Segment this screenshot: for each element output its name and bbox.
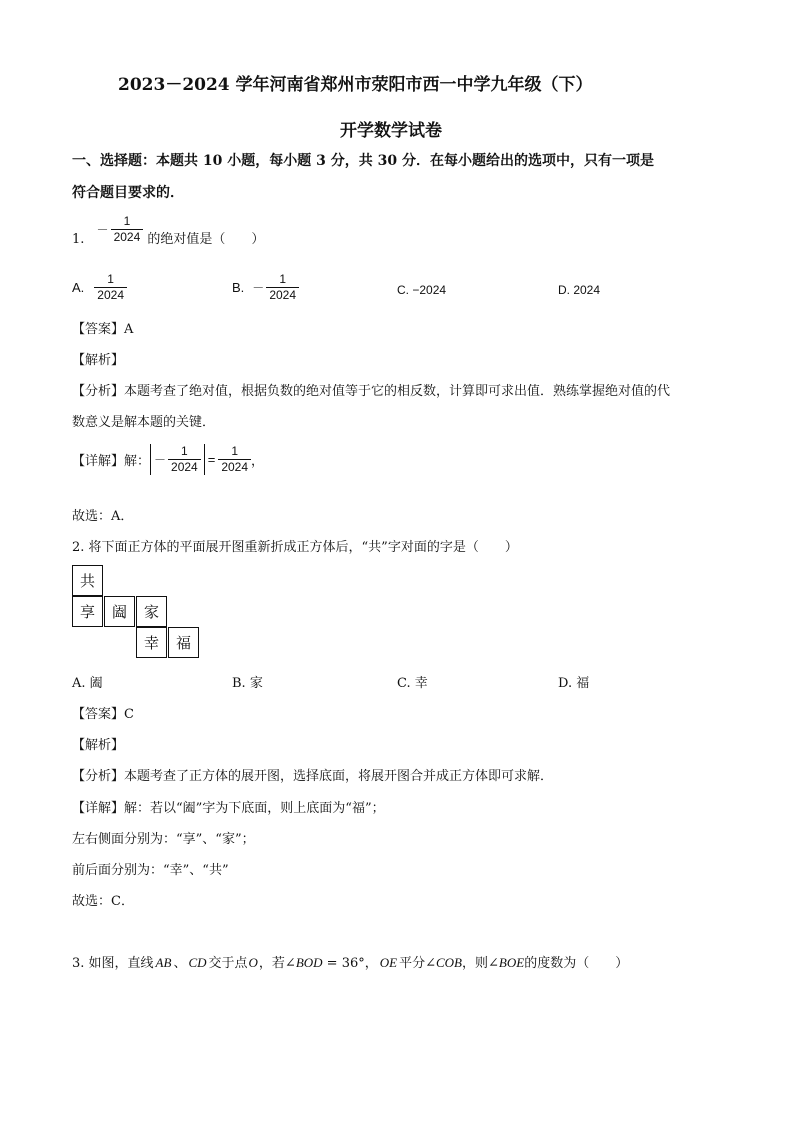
q1-frac-den: 2024 <box>111 229 144 245</box>
q1-fenxi-line1: 【分析】本题考查了绝对值，根据负数的绝对值等于它的相反数，计算即可求出值．熟练掌握绝对值的代 <box>72 384 671 399</box>
q1-detail-num: 1 <box>181 444 188 458</box>
q2-stem: 2. 将下面正方体的平面展开图重新折成正方体后，“共”字对面的字是（ ） <box>72 540 518 555</box>
q3-point-o: O <box>248 955 258 970</box>
net-cell-fu: 福 <box>168 627 199 658</box>
section-heading-cont: 符合题目要求的． <box>72 185 184 201</box>
q2-option-a: A. 阖 <box>72 676 103 691</box>
q1-option-a <box>72 272 127 303</box>
q2-front-back-faces: 前后面分别为：“幸”、“共” <box>72 863 229 878</box>
q1-option-a-num: 1 <box>107 272 114 286</box>
page-title: 2023－2024 学年河南省郑州市荥阳市西一中学九年级（下） <box>118 75 593 95</box>
q1-stem-tail: 的绝对值是（ ） <box>147 232 265 247</box>
q3-part1: 3. 如图，直线 <box>72 956 154 971</box>
q1-option-b-minus: － <box>252 281 265 295</box>
net-cell-xiang: 享 <box>72 596 103 627</box>
q2-option-c: C. 幸 <box>397 676 428 691</box>
q3-line-cd: CD <box>188 955 207 970</box>
q1-detail-tail: ， <box>251 454 265 469</box>
q1-detail-den: 2024 <box>168 459 201 475</box>
q1-detail-rfrac <box>218 444 251 475</box>
q1-conclusion: 故选：A． <box>72 509 134 524</box>
q1-detail-minus: － <box>154 453 167 467</box>
page-subtitle: 开学数学试卷 <box>340 121 442 141</box>
q1-option-b-label: B. <box>232 280 245 295</box>
q1-stem <box>72 214 264 247</box>
q1-option-a-den: 2024 <box>94 287 127 303</box>
q3-part2: 、 <box>173 956 187 971</box>
q3-line-oe: OE <box>379 955 398 970</box>
q2-conclusion: 故选：C． <box>72 894 134 909</box>
q1-detail-frac <box>168 444 201 475</box>
q2-fenxi: 【分析】本题考查了正方体的展开图，选择底面，将展开图合并成正方体即可求解． <box>72 769 554 784</box>
q1-answer: 【答案】A <box>72 322 134 337</box>
q3-angle-bod: BOD <box>295 955 323 970</box>
q2-left-right-faces: 左右侧面分别为：“享”、“家”； <box>72 832 255 847</box>
q3-part3: 交于点 <box>208 956 248 971</box>
q2-analysis-label: 【解析】 <box>72 738 125 753</box>
q2-detail: 【详解】解：若以“阖”字为下底面，则上底面为“福”； <box>72 801 385 816</box>
q3-stem <box>72 952 628 971</box>
q3-part6: 平分∠ <box>399 956 436 971</box>
q2-answer: 【答案】C <box>72 707 134 722</box>
q1-detail-rnum: 1 <box>231 444 239 458</box>
q1-option-b <box>232 272 299 303</box>
q1-frac-num: 1 <box>123 214 131 228</box>
q3-part8: 的度数为（ ） <box>524 956 629 971</box>
q1-option-b-frac <box>266 272 299 303</box>
section-heading: 一、选择题：本题共 10 小题，每小题 3 分，共 30 分．在每小题给出的选项中，只有一项是 <box>72 153 654 169</box>
q1-abs-value <box>150 444 205 475</box>
q3-angle-cob: COB <box>436 955 462 970</box>
q3-part4: ，若∠ <box>258 956 296 971</box>
q1-frac <box>111 214 144 245</box>
q1-detail <box>72 444 264 475</box>
q1-option-a-label: A. <box>72 280 85 295</box>
q1-fraction <box>97 214 144 245</box>
q1-option-b-den: 2024 <box>266 287 299 303</box>
q1-option-b-num: 1 <box>279 272 286 286</box>
q1-detail-prefix: 【详解】解： <box>72 454 151 469</box>
q2-option-b: B. 家 <box>232 676 263 691</box>
q1-number: 1. <box>72 232 85 247</box>
q1-option-a-frac <box>94 272 127 303</box>
q1-fenxi-line2: 数意义是解本题的关键． <box>72 415 216 430</box>
q3-part7: ，则∠ <box>462 956 499 971</box>
net-cell-gong: 共 <box>72 565 103 596</box>
net-cell-xing: 幸 <box>136 627 167 658</box>
q1-option-c: C. −2024 <box>397 283 447 297</box>
net-cell-he: 阖 <box>104 596 135 627</box>
q1-option-d: D. 2024 <box>558 283 601 297</box>
cube-net-figure <box>72 565 202 660</box>
q1-analysis-label: 【解析】 <box>72 353 125 368</box>
net-cell-jia: 家 <box>136 596 167 627</box>
q1-minus: － <box>96 223 109 237</box>
q3-angle-boe: BOE <box>498 955 525 970</box>
q3-part5: = 36°， <box>322 956 378 971</box>
q3-line-ab: AB <box>155 955 172 970</box>
q2-option-d: D. 福 <box>558 676 590 691</box>
q1-detail-equals: = <box>207 452 216 467</box>
q1-detail-rden: 2024 <box>218 459 251 475</box>
